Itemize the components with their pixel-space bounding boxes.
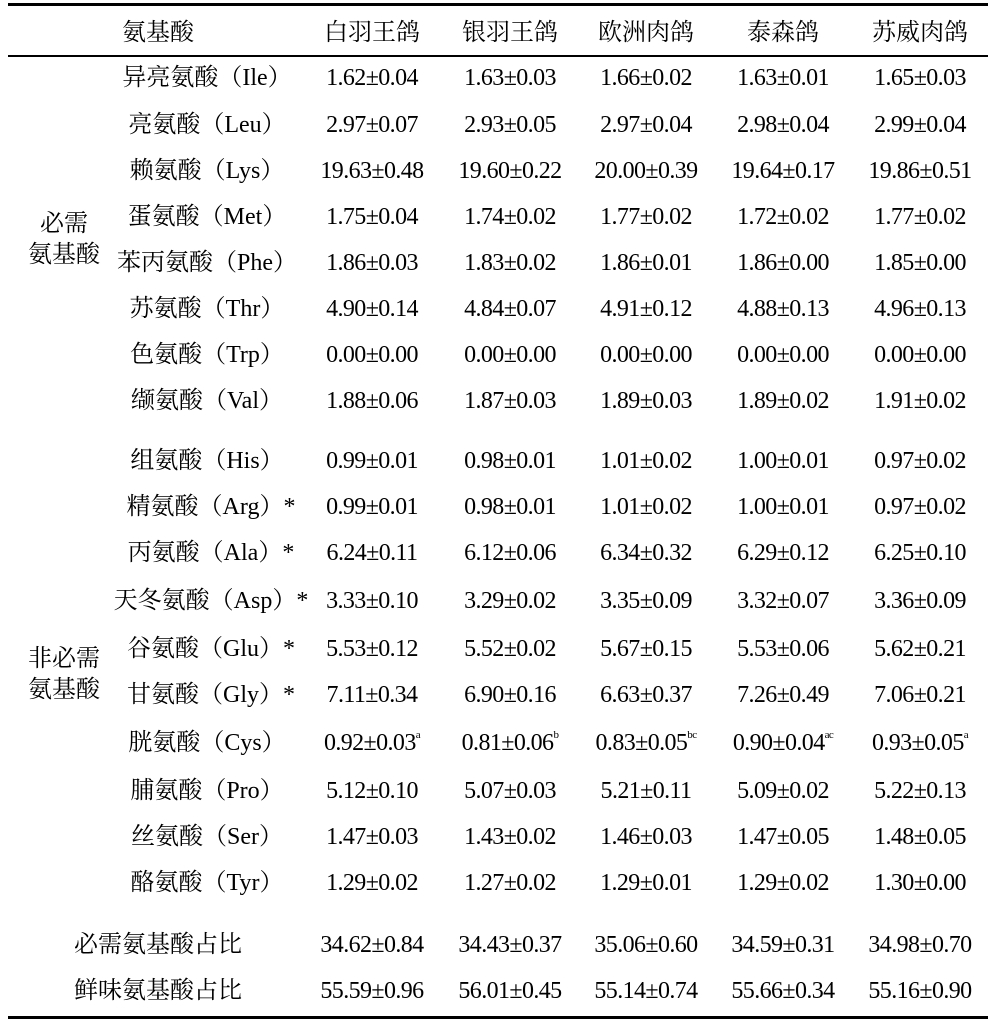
value-cell [737,338,829,372]
value-cell [320,154,423,188]
value-cell [600,820,692,854]
value-cell [600,536,692,570]
value-cell [874,384,966,418]
value-text: 7.11±0.34 [326,682,418,708]
value-cell [327,678,418,712]
value-text: 0.90±0.04 [732,730,825,756]
value-cell [326,820,418,854]
value-cell [464,774,556,808]
value-text: 5.53±0.12 [326,636,418,662]
value-text: 1.63±0.01 [737,65,829,91]
value-cell [326,444,418,478]
value-text: 1.89±0.03 [600,388,692,414]
table-row [0,678,994,712]
table-top-rule [8,3,988,6]
value-text: 0.81±0.06 [461,730,554,756]
value-text: 5.21±0.11 [600,778,692,804]
row-label: 亮氨酸（Leu） [128,112,286,138]
value-cell [737,774,829,808]
value-text: 55.59±0.96 [320,978,424,1004]
value-text: 1.01±0.02 [600,494,692,520]
value-text: 1.63±0.03 [464,65,556,91]
value-cell [326,774,418,808]
value-cell [326,866,418,900]
value-text: 0.93±0.05 [871,730,964,756]
value-text: 3.33±0.10 [326,588,418,614]
value-cell [737,61,829,95]
value-cell [464,444,556,478]
value-text: 0.97±0.02 [874,448,966,474]
header-rule [8,55,988,57]
value-text: 1.47±0.03 [326,824,418,850]
value-text: 55.66±0.34 [731,978,835,1004]
value-cell [874,61,966,95]
value-text: 1.43±0.02 [464,824,556,850]
value-cell [458,974,561,1008]
value-text: 1.77±0.02 [600,204,692,230]
value-text: 0.00±0.00 [737,342,829,368]
value-cell [872,726,968,760]
value-text: 4.90±0.14 [326,296,418,322]
value-text: 1.30±0.00 [874,870,966,896]
value-text: 6.29±0.12 [737,540,829,566]
value-text: 5.07±0.03 [464,778,556,804]
significance-letter: a [415,729,421,741]
value-text: 2.93±0.05 [464,112,556,138]
value-text: 1.65±0.03 [874,65,966,91]
value-text: 6.90±0.16 [464,682,556,708]
value-cell [868,928,971,962]
row-label: 谷氨酸（Glu）* [127,636,295,662]
value-cell [600,678,692,712]
value-text: 34.59±0.31 [731,932,835,958]
value-cell [464,820,556,854]
value-cell [326,490,418,524]
value-cell [737,490,829,524]
table-row [0,974,994,1008]
value-cell [737,820,829,854]
table-row [0,338,994,372]
value-text: 1.27±0.02 [464,870,556,896]
value-text: 6.34±0.32 [600,540,692,566]
value-cell [737,384,829,418]
significance-letter: b [553,729,559,741]
value-text: 7.06±0.21 [874,682,966,708]
table-row [0,444,994,478]
row-label: 异亮氨酸（Ile） [122,65,292,91]
value-cell [731,154,834,188]
value-cell [464,384,556,418]
value-text: 3.36±0.09 [874,588,966,614]
value-cell [737,678,829,712]
row-label: 天冬氨酸（Asp）* [113,588,309,614]
value-cell [458,154,561,188]
value-cell [600,490,692,524]
value-cell [600,584,692,618]
row-label: 胱氨酸（Cys） [128,730,286,756]
value-cell [464,246,556,280]
table-row [0,61,994,95]
row-label: 苯丙氨酸（Phe） [117,250,297,276]
value-text: 1.29±0.02 [326,870,418,896]
value-cell [737,866,829,900]
value-text: 0.83±0.05 [595,730,688,756]
value-cell [874,678,966,712]
value-cell [594,154,697,188]
value-text: 2.99±0.04 [874,112,966,138]
value-text: 56.01±0.45 [458,978,562,1004]
value-text: 3.32±0.07 [737,588,829,614]
value-text: 4.96±0.13 [874,296,966,322]
value-text: 2.98±0.04 [737,112,829,138]
row-label: 酪氨酸（Tyr） [130,870,284,896]
value-text: 19.60±0.22 [458,158,562,184]
value-text: 20.00±0.39 [594,158,698,184]
value-cell [868,974,971,1008]
value-text: 1.77±0.02 [874,204,966,230]
significance-letter: bc [687,729,697,741]
value-text: 5.09±0.02 [737,778,829,804]
group-label-essential-line2: 氨基酸 [28,242,100,268]
value-text: 1.83±0.02 [464,250,556,276]
value-text: 19.86±0.51 [868,158,972,184]
value-cell [464,338,556,372]
value-cell [737,444,829,478]
value-cell [737,584,829,618]
value-text: 1.66±0.02 [600,65,692,91]
value-cell [874,200,966,234]
value-cell [594,974,697,1008]
header-amino-acid: 氨基酸 [122,20,194,46]
value-text: 0.99±0.01 [326,448,418,474]
value-cell [464,61,556,95]
row-label: 丝氨酸（Ser） [131,824,283,850]
value-cell [874,774,966,808]
value-text: 4.88±0.13 [737,296,829,322]
value-text: 0.97±0.02 [874,494,966,520]
row-label: 甘氨酸（Gly）* [127,682,295,708]
value-cell [326,632,418,666]
table-row [0,774,994,808]
value-cell [326,338,418,372]
significance-letter: a [963,729,969,741]
value-text: 4.91±0.12 [600,296,692,322]
value-cell [874,490,966,524]
value-cell [600,292,692,326]
table-row [0,384,994,418]
table-row [0,490,994,524]
value-text: 3.29±0.02 [464,588,556,614]
value-text: 1.00±0.01 [737,494,829,520]
value-cell [594,928,697,962]
table-row [0,292,994,326]
value-cell [733,726,833,760]
value-text: 1.01±0.02 [600,448,692,474]
table-bottom-rule [8,1016,988,1019]
value-text: 19.64±0.17 [731,158,835,184]
value-cell [874,536,966,570]
value-text: 7.26±0.49 [737,682,829,708]
value-text: 3.35±0.09 [600,588,692,614]
value-cell [326,108,418,142]
row-label: 蛋氨酸（Met） [127,204,287,230]
value-text: 1.85±0.00 [874,250,966,276]
value-cell [600,338,692,372]
value-text: 1.91±0.02 [874,388,966,414]
value-text: 0.00±0.00 [464,342,556,368]
row-label: 脯氨酸（Pro） [130,778,284,804]
value-text: 34.62±0.84 [320,932,424,958]
value-text: 55.16±0.90 [868,978,972,1004]
group-label-nonessential-line2: 氨基酸 [28,677,100,703]
value-text: 1.75±0.04 [326,204,418,230]
value-cell [600,444,692,478]
row-label: 丙氨酸（Ala）* [127,540,295,566]
value-text: 1.74±0.02 [464,204,556,230]
table-row [0,584,994,618]
value-cell [464,866,556,900]
value-text: 6.12±0.06 [464,540,556,566]
value-cell [320,974,423,1008]
value-text: 2.97±0.07 [326,112,418,138]
header-col-4: 泰森鸽 [747,20,819,46]
value-text: 1.87±0.03 [464,388,556,414]
value-text: 1.89±0.02 [737,388,829,414]
value-text: 35.06±0.60 [594,932,698,958]
table-row [0,928,994,962]
value-cell [464,536,556,570]
value-text: 0.92±0.03 [323,730,416,756]
value-cell [324,726,420,760]
value-cell [458,928,561,962]
value-cell [600,61,692,95]
value-cell [874,108,966,142]
value-cell [874,246,966,280]
value-text: 5.22±0.13 [874,778,966,804]
value-text: 1.29±0.01 [600,870,692,896]
value-cell [874,338,966,372]
value-text: 1.86±0.01 [600,250,692,276]
table-row [0,632,994,666]
value-cell [731,928,834,962]
table-row [0,866,994,900]
header-col-2: 银羽王鸽 [462,20,558,46]
value-text: 55.14±0.74 [594,978,698,1004]
header-col-3: 欧洲肉鸽 [598,20,694,46]
value-cell [874,292,966,326]
value-text: 1.72±0.02 [737,204,829,230]
value-cell [737,200,829,234]
value-text: 19.63±0.48 [320,158,424,184]
value-cell [737,536,829,570]
value-cell [600,200,692,234]
value-cell [464,108,556,142]
value-cell [737,632,829,666]
value-cell [464,490,556,524]
value-text: 1.47±0.05 [737,824,829,850]
value-text: 1.86±0.03 [326,250,418,276]
significance-letter: ac [824,729,834,741]
row-label: 必需氨基酸占比 [74,932,242,958]
value-cell [326,384,418,418]
table-row [0,154,994,188]
value-cell [600,632,692,666]
table-row [0,536,994,570]
value-text: 34.98±0.70 [868,932,972,958]
value-cell [320,928,423,962]
value-cell [600,108,692,142]
value-cell [326,246,418,280]
value-cell [874,444,966,478]
table-row [0,108,994,142]
value-cell [464,292,556,326]
row-label: 缬氨酸（Val） [131,388,283,414]
value-cell [731,974,834,1008]
value-text: 34.43±0.37 [458,932,562,958]
value-text: 1.86±0.00 [737,250,829,276]
value-text: 5.52±0.02 [464,636,556,662]
header-col-1: 白羽王鸽 [324,20,420,46]
group-label-essential-line1: 必需 [40,211,88,237]
value-cell [326,61,418,95]
value-cell [464,200,556,234]
value-text: 6.25±0.10 [874,540,966,566]
value-text: 1.46±0.03 [600,824,692,850]
value-cell [464,584,556,618]
row-label: 鲜味氨基酸占比 [74,978,242,1004]
table-row [0,200,994,234]
row-label: 苏氨酸（Thr） [129,296,285,322]
table-row [0,726,994,760]
row-label: 赖氨酸（Lys） [129,158,285,184]
value-cell [600,866,692,900]
table-row [0,246,994,280]
value-cell [874,584,966,618]
value-cell [326,292,418,326]
value-text: 1.48±0.05 [874,824,966,850]
value-text: 0.00±0.00 [600,342,692,368]
value-text: 1.29±0.02 [737,870,829,896]
value-cell [737,292,829,326]
value-cell [326,200,418,234]
value-text: 1.88±0.06 [326,388,418,414]
value-text: 0.00±0.00 [874,342,966,368]
value-cell [601,774,692,808]
value-text: 1.00±0.01 [737,448,829,474]
value-cell [464,678,556,712]
value-text: 0.98±0.01 [464,448,556,474]
value-text: 0.00±0.00 [326,342,418,368]
value-cell [326,584,418,618]
value-text: 5.67±0.15 [600,636,692,662]
value-cell [600,246,692,280]
value-text: 4.84±0.07 [464,296,556,322]
value-cell [596,726,697,760]
value-cell [874,820,966,854]
value-cell [737,108,829,142]
value-cell [874,866,966,900]
value-text: 6.63±0.37 [600,682,692,708]
value-text: 0.98±0.01 [464,494,556,520]
value-cell [600,384,692,418]
row-label: 组氨酸（His） [130,448,284,474]
value-text: 2.97±0.04 [600,112,692,138]
value-text: 0.99±0.01 [326,494,418,520]
value-text: 5.62±0.21 [874,636,966,662]
value-cell [464,632,556,666]
value-text: 6.24±0.11 [326,540,418,566]
value-cell [462,726,559,760]
row-label: 色氨酸（Trp） [130,342,284,368]
value-cell [327,536,418,570]
value-cell [737,246,829,280]
table-row [0,820,994,854]
group-label-nonessential-line1: 非必需 [28,646,100,672]
header-col-5: 苏威肉鸽 [872,20,968,46]
value-text: 1.62±0.04 [326,65,418,91]
value-cell [868,154,971,188]
value-text: 5.12±0.10 [326,778,418,804]
value-cell [874,632,966,666]
row-label: 精氨酸（Arg）* [126,494,296,520]
value-text: 5.53±0.06 [737,636,829,662]
